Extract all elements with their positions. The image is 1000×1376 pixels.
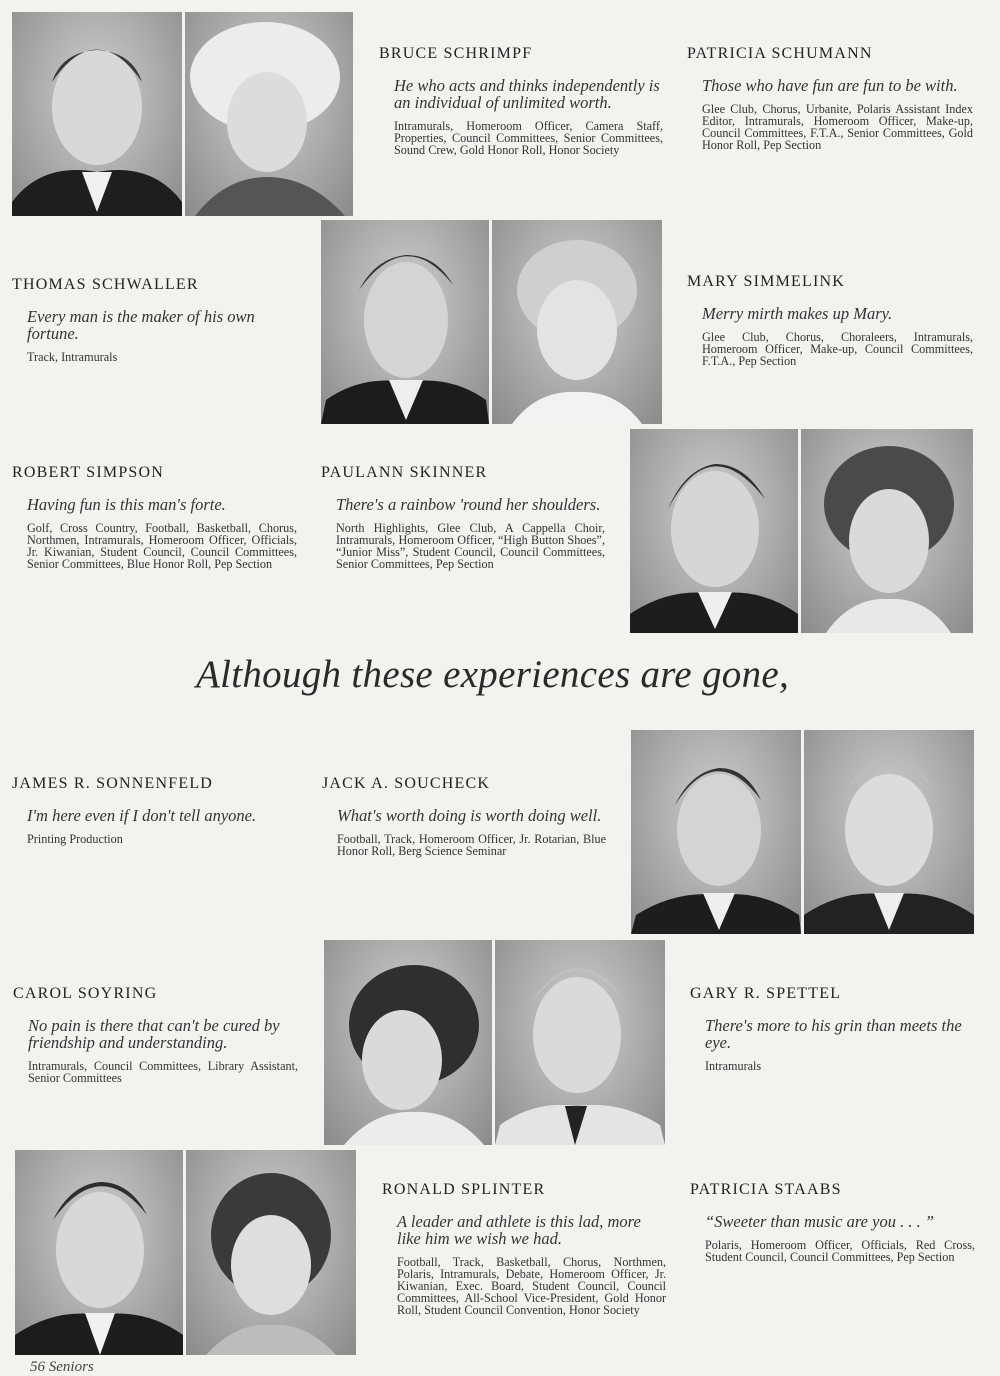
student-entry [321, 464, 605, 570]
student-activities: North Highlights, Glee Club, A Cappella Choir, Intramurals, Homeroom Officer, “High Button Shoes”, “Junior Miss”, Student Council, Council Committees, Senior Committees, Pep Section [336, 521, 605, 571]
student-entry [690, 985, 975, 1072]
portrait-patricia-staabs [186, 1150, 356, 1355]
student-quote: There's more to his grin than meets the eye. [705, 1016, 962, 1052]
student-quote: Every man is the maker of his own fortune. [27, 307, 255, 343]
student-entry [13, 985, 298, 1084]
student-name: JACK A. SOUCHECK [322, 775, 491, 792]
portrait-thomas-schwaller [321, 220, 489, 424]
portrait-james-sonnenfeld [631, 730, 801, 934]
student-quote: No pain is there that can't be cured by friendship and understanding. [28, 1016, 280, 1052]
portrait-patricia-schumann [185, 12, 353, 216]
portrait-mary-simmelink [492, 220, 662, 424]
student-quote: Having fun is this man's forte. [27, 495, 226, 514]
student-entry [379, 45, 663, 156]
student-entry [687, 45, 973, 151]
student-quote: “Sweeter than music are you . . . ” [705, 1212, 934, 1231]
student-activities: Track, Intramurals [27, 350, 118, 364]
student-quote: He who acts and thinks independently is an individual of unlimited worth. [394, 76, 660, 112]
portrait-gary-spettel [495, 940, 665, 1145]
student-entry [690, 1181, 975, 1263]
student-activities: Intramurals [705, 1059, 762, 1073]
student-activities: Printing Production [27, 832, 123, 846]
student-quote: Those who have fun are fun to be with. [702, 76, 958, 95]
student-activities: Glee Club, Chorus, Choraleers, Intramurals, Homeroom Officer, Make-up, Council Committees, F.T.A., Pep Section [702, 330, 973, 368]
portrait-bruce-schrimpf [12, 12, 182, 216]
student-activities: Intramurals, Council Committees, Library Assistant, Senior Committees [28, 1059, 298, 1085]
student-activities: Glee Club, Chorus, Urbanite, Polaris Assistant Index Editor, Intramurals, Homeroom Officer, Make-up, Council Committees, F.T.A., Senior Committees, Gold Honor Roll, Pep Section [702, 102, 973, 152]
student-name: JAMES R. SONNENFELD [12, 775, 214, 792]
student-name: THOMAS SCHWALLER [12, 276, 199, 293]
student-name: ROBERT SIMPSON [12, 464, 165, 481]
portrait-paulann-skinner [801, 429, 973, 633]
student-entry [12, 464, 297, 570]
portrait-jack-soucheck [804, 730, 974, 934]
student-activities: Intramurals, Homeroom Officer, Camera Staff, Properties, Council Committees, Senior Committees, Sound Crew, Gold Honor Roll, Honor Society [394, 119, 663, 157]
portrait-robert-simpson [630, 429, 798, 633]
page-footer: 56 Seniors [30, 1359, 94, 1375]
student-quote: I'm here even if I don't tell anyone. [27, 806, 257, 825]
student-name: GARY R. SPETTEL [690, 985, 842, 1002]
student-activities: Football, Track, Basketball, Chorus, Northmen, Polaris, Intramurals, Debate, Homeroom Officer, Jr. Kiwanian, Exec. Board, Student Council, Council Committees, All-School Vice-President, Gold Honor Roll, Student Council Convention, Honor Society [397, 1255, 666, 1317]
student-entry [382, 1181, 666, 1316]
student-name: PAULANN SKINNER [321, 464, 488, 481]
student-activities: Football, Track, Homeroom Officer, Jr. Rotarian, Blue Honor Roll, Berg Science Seminar [337, 832, 606, 858]
student-entry [322, 775, 606, 857]
student-entry [687, 273, 973, 367]
student-activities: Golf, Cross Country, Football, Basketball, Chorus, Northmen, Intramurals, Homeroom Officer, Officials, Jr. Kiwanian, Student Council, Council Committees, Senior Committees, Blue Honor Roll, Pep Section [27, 521, 297, 571]
portrait-ronald-splinter [15, 1150, 183, 1355]
student-quote: What's worth doing is worth doing well. [337, 806, 602, 825]
student-name: PATRICIA STAABS [690, 1181, 842, 1198]
portrait-carol-soyring [324, 940, 492, 1145]
student-quote: A leader and athlete is this lad, more like him we wish we had. [397, 1212, 641, 1248]
student-name: BRUCE SCHRIMPF [379, 45, 533, 62]
student-name: CAROL SOYRING [13, 985, 158, 1002]
student-quote: Merry mirth makes up Mary. [702, 304, 893, 323]
page-headline: Although these experiences are gone, [195, 653, 790, 696]
student-entry [12, 276, 297, 363]
student-activities: Polaris, Homeroom Officer, Officials, Red Cross, Student Council, Council Committees, Pep Section [705, 1238, 975, 1264]
student-name: PATRICIA SCHUMANN [687, 45, 873, 62]
student-quote: There's a rainbow 'round her shoulders. [336, 495, 601, 514]
student-name: RONALD SPLINTER [382, 1181, 546, 1198]
student-name: MARY SIMMELINK [687, 273, 845, 290]
student-entry [12, 775, 297, 845]
